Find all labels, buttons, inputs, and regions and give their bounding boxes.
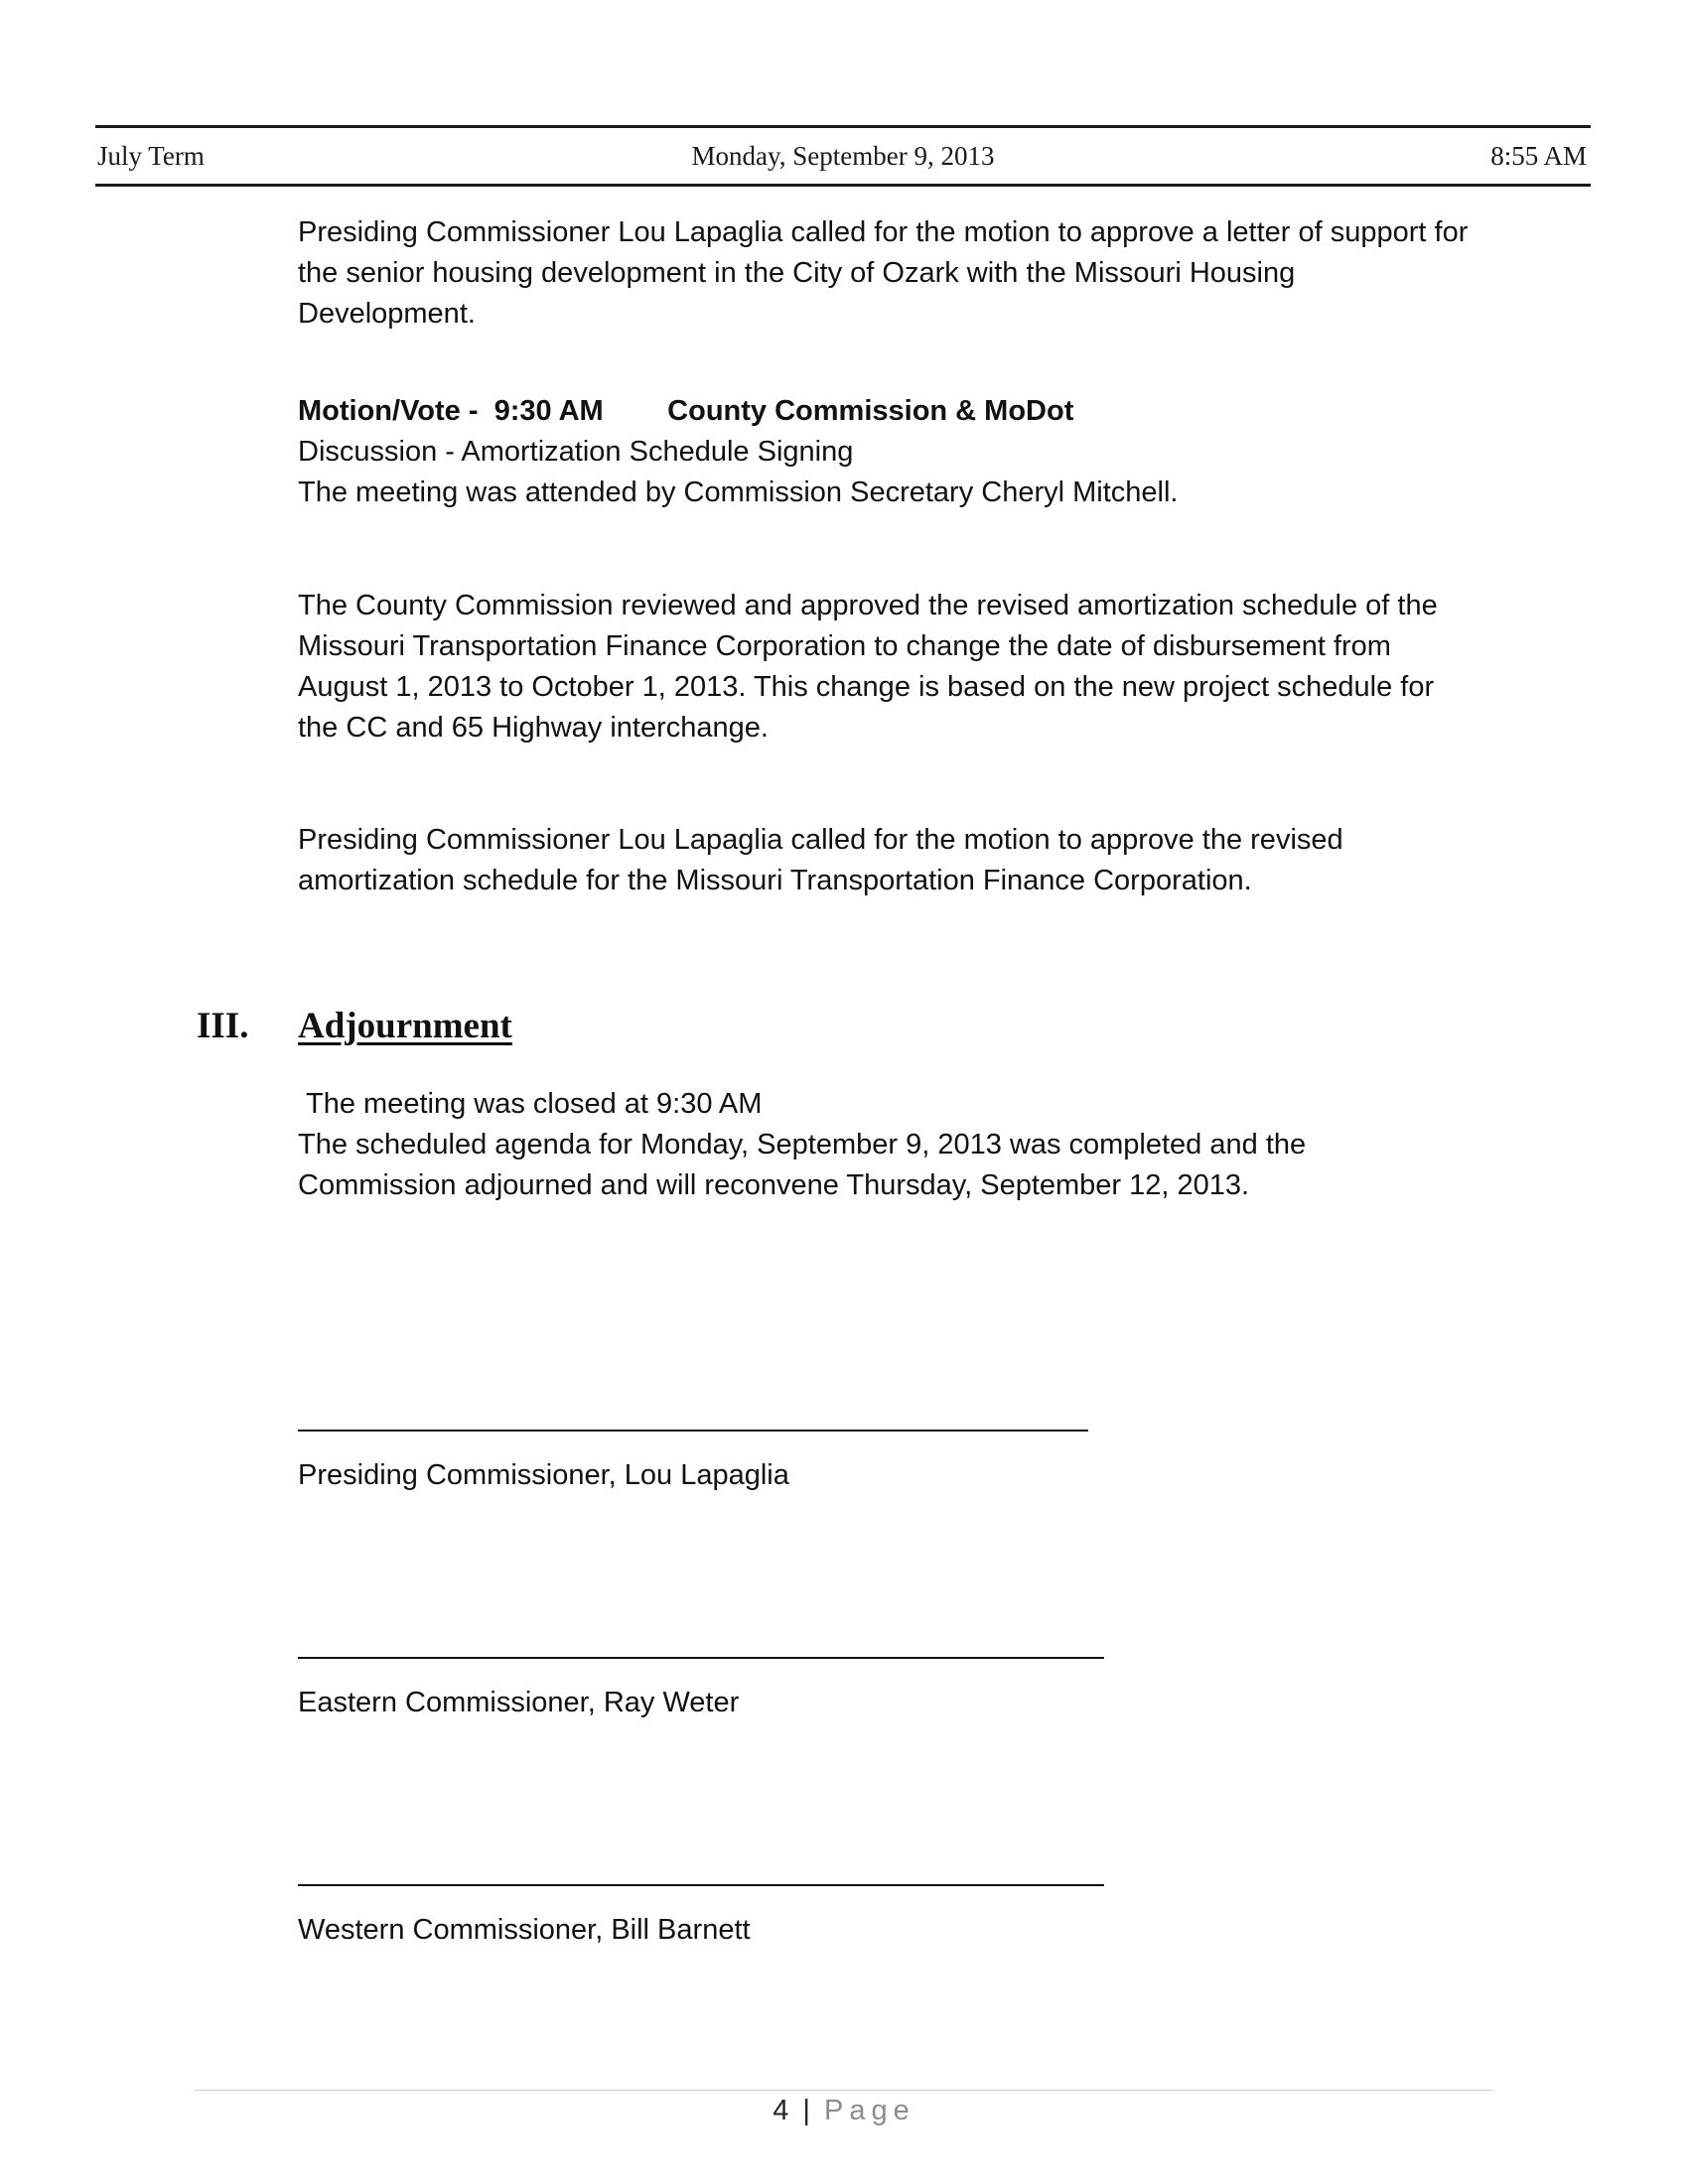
- adjournment-block: [298, 1084, 1470, 1206]
- closed-line: The meeting was closed at 9:30 AM: [306, 1088, 763, 1120]
- motion-vote-block: [298, 391, 1470, 513]
- section-title: Adjournment: [298, 1006, 512, 1046]
- signature-line: [298, 1657, 1104, 1659]
- page-header: [95, 125, 1591, 187]
- attendance-line: The meeting was attended by Commission Secretary Cheryl Mitchell.: [298, 477, 1179, 508]
- agenda-text: The scheduled agenda for Monday, September 9, 2013 was completed and the Commission adjourned and will reconvene Thursday, September 12, 2013.: [298, 1129, 1307, 1201]
- section-number: III.: [197, 1006, 249, 1046]
- signature-block-presiding: [298, 1430, 1192, 1496]
- header-term: July Term: [97, 141, 205, 171]
- motion-letter-text: Presiding Commissioner Lou Lapaglia called for the motion to approve a letter of support for the senior housing development in the City of Ozark with the Missouri Housing Development.: [298, 216, 1469, 330]
- page-footer: [0, 2095, 1688, 2127]
- motion-schedule-text: Presiding Commissioner Lou Lapaglia called for the motion to approve the revised amortization schedule for the Missouri Transportation Finance Corporation.: [298, 824, 1343, 896]
- footer-divider: [195, 2090, 1493, 2091]
- signature-name: Western Commissioner, Bill Barnett: [298, 1914, 751, 1946]
- signature-name: Eastern Commissioner, Ray Weter: [298, 1687, 740, 1718]
- signature-line: [298, 1430, 1088, 1432]
- signature-block-eastern: [298, 1657, 1192, 1723]
- signature-block-western: [298, 1884, 1192, 1951]
- discussion-line: Discussion - Amortization Schedule Signing: [298, 436, 854, 468]
- signature-line: [298, 1884, 1104, 1886]
- review-paragraph: [298, 586, 1470, 749]
- signature-name: Presiding Commissioner, Lou Lapaglia: [298, 1459, 789, 1491]
- footer-separator: |: [802, 2095, 810, 2126]
- motion-vote-heading: Motion/Vote - 9:30 AM County Commission & MoDot: [298, 395, 1074, 427]
- page-number: 4: [773, 2095, 789, 2126]
- motion-letter-paragraph: [298, 212, 1470, 335]
- review-text: The County Commission reviewed and approved the revised amortization schedule of the Missouri Transportation Finance Corporation to change the date of disbursement from August 1, 2013 to October 1, 2013. This change is based on the new project schedule for the CC and 65 Highway interchange.: [298, 590, 1438, 744]
- section-heading: [197, 1005, 1487, 1064]
- header-time: 8:55 AM: [1490, 141, 1587, 171]
- motion-schedule-paragraph: [298, 820, 1470, 901]
- header-date: Monday, September 9, 2013: [691, 141, 995, 171]
- page-label: Page: [824, 2095, 915, 2126]
